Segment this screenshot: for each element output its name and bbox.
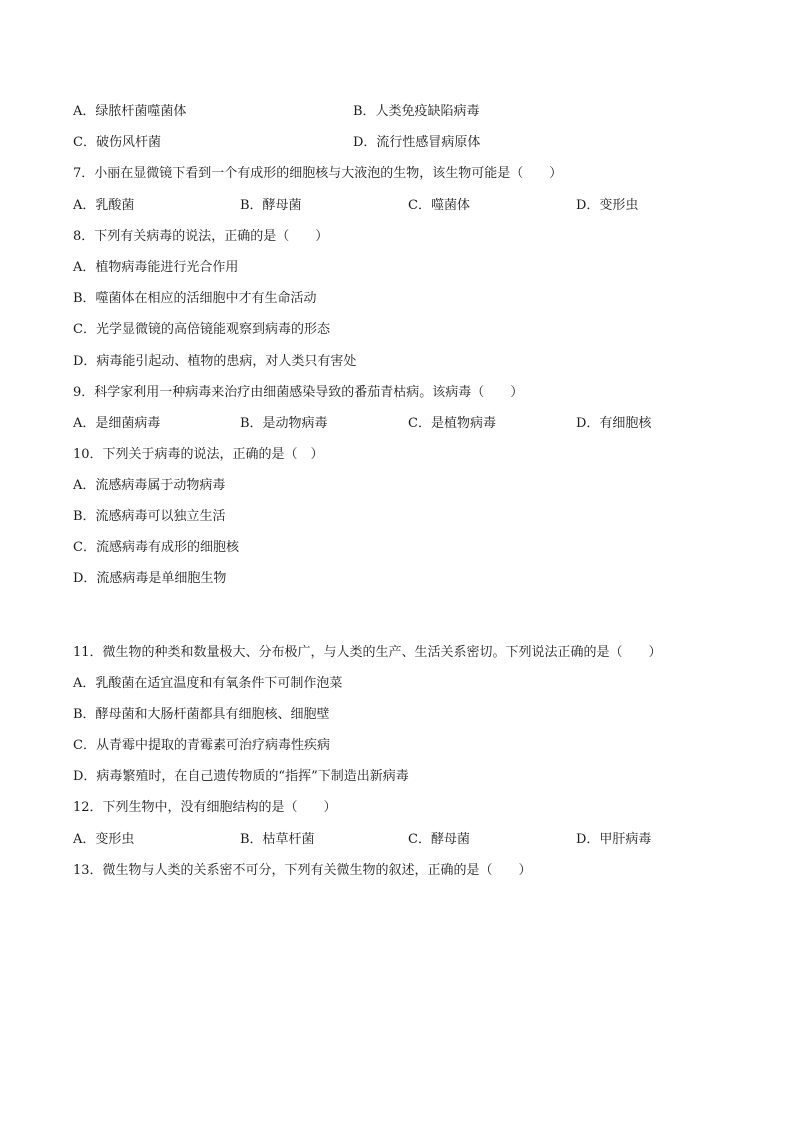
q10-option-a: A．流感病毒属于动物病毒 bbox=[73, 478, 226, 493]
q12-option-b: B．枯草杆菌 bbox=[240, 832, 315, 847]
q7-option-c: C．噬菌体 bbox=[408, 198, 470, 213]
q10-option-b: B．流感病毒可以独立生活 bbox=[73, 509, 226, 524]
q7-stem: 7．小丽在显微镜下看到一个有成形的细胞核与大液泡的生物，该生物可能是（ ） bbox=[73, 166, 563, 181]
q6-option-b: B．人类免疫缺陷病毒 bbox=[353, 104, 480, 119]
q13-stem: 13．微生物与人类的关系密不可分，下列有关微生物的叙述，正确的是（ ） bbox=[73, 863, 532, 878]
q9-option-c: C．是植物病毒 bbox=[408, 416, 496, 431]
q11-stem: 11．微生物的种类和数量极大、分布极广，与人类的生产、生活关系密切。下列说法正确的是（ ） bbox=[73, 645, 662, 660]
q9-stem: 9．科学家利用一种病毒来治疗由细菌感染导致的番茄青枯病。该病毒（ ） bbox=[73, 385, 524, 400]
q7-option-a: A．乳酸菌 bbox=[73, 198, 135, 213]
q8-stem: 8．下列有关病毒的说法，正确的是（ ） bbox=[73, 229, 329, 244]
q9-option-b: B．是动物病毒 bbox=[240, 416, 328, 431]
q6-option-d: D．流行性感冒病原体 bbox=[353, 135, 481, 150]
q10-option-c: C．流感病毒有成形的细胞核 bbox=[73, 540, 239, 555]
q11-option-a: A．乳酸菌在适宜温度和有氧条件下可制作泡菜 bbox=[73, 676, 343, 691]
q12-option-c: C．酵母菌 bbox=[408, 832, 470, 847]
q11-option-d: D．病毒繁殖时，在自己遗传物质的“指挥”下制造出新病毒 bbox=[73, 769, 409, 784]
q6-option-a: A．绿脓杆菌噬菌体 bbox=[73, 104, 187, 119]
q7-option-b: B．酵母菌 bbox=[240, 198, 302, 213]
q8-option-b: B．噬菌体在相应的活细胞中才有生命活动 bbox=[73, 291, 317, 306]
q10-stem: 10．下列关于病毒的说法，正确的是（ ） bbox=[73, 447, 324, 462]
q10-option-d: D．流感病毒是单细胞生物 bbox=[73, 571, 227, 586]
q9-option-d: D．有细胞核 bbox=[576, 416, 652, 431]
q9-option-a: A．是细菌病毒 bbox=[73, 416, 161, 431]
q12-stem: 12．下列生物中，没有细胞结构的是（ ） bbox=[73, 800, 337, 815]
q6-option-c: C．破伤风杆菌 bbox=[73, 135, 161, 150]
q8-option-a: A．植物病毒能进行光合作用 bbox=[73, 260, 239, 275]
q8-option-d: D．病毒能引起动、植物的患病，对人类只有害处 bbox=[73, 354, 357, 369]
q7-option-d: D．变形虫 bbox=[576, 198, 639, 213]
q11-option-c: C．从青霉中提取的青霉素可治疗病毒性疾病 bbox=[73, 738, 330, 753]
q8-option-c: C．光学显微镜的高倍镜能观察到病毒的形态 bbox=[73, 322, 330, 337]
q12-option-d: D．甲肝病毒 bbox=[576, 832, 652, 847]
q12-option-a: A．变形虫 bbox=[73, 832, 135, 847]
q11-option-b: B．酵母菌和大肠杆菌都具有细胞核、细胞壁 bbox=[73, 707, 330, 722]
